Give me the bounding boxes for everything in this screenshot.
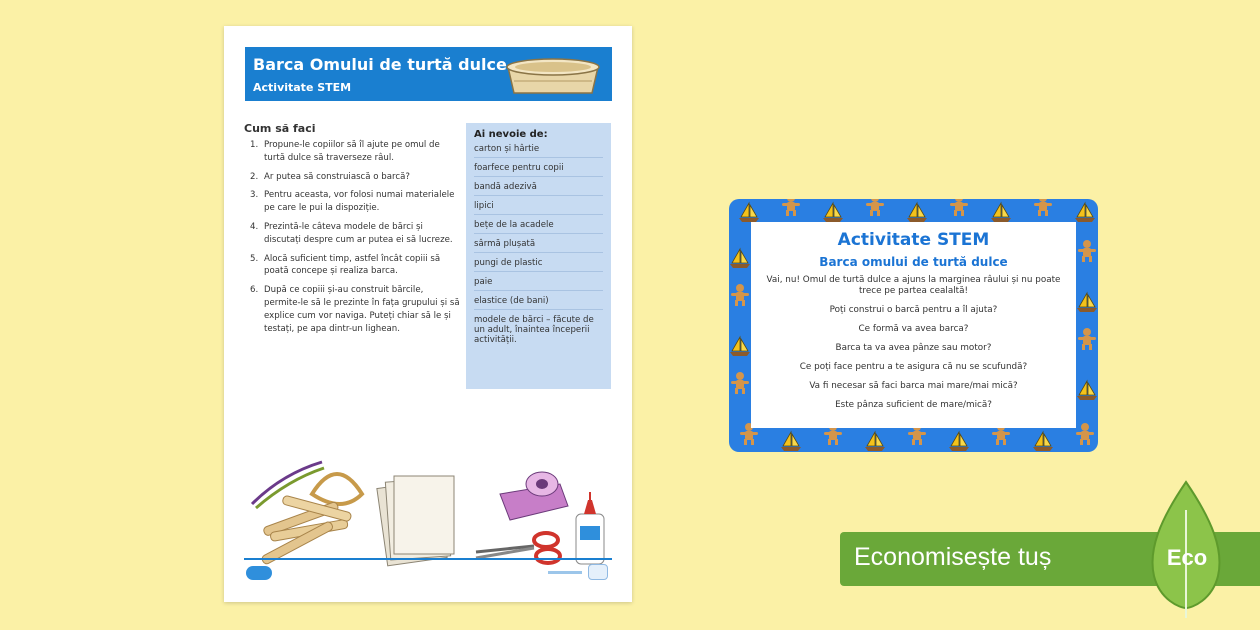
step-text: Prezintă-le câteva modele de bărci și discutați despre cum ar putea ei să lucreze. xyxy=(264,221,453,245)
card-line: Barca ta va avea pânze sau motor? xyxy=(835,343,992,353)
sailboat-icon xyxy=(949,432,969,451)
sailboat-icon xyxy=(739,203,759,222)
sailboat-icon xyxy=(1033,432,1053,451)
materials-list xyxy=(474,142,603,348)
step-item xyxy=(244,171,462,184)
eco-banner-text: Economisește tuș xyxy=(854,543,1052,571)
worksheet-header xyxy=(245,47,612,101)
worksheet-preview xyxy=(224,26,632,602)
gingerbread-icon xyxy=(866,199,884,216)
eco-label: Eco xyxy=(1166,545,1208,570)
material-item: carton și hârtie xyxy=(474,142,603,158)
card-questions xyxy=(751,275,1076,411)
sailboat-icon xyxy=(1077,381,1097,400)
sailboat-icon xyxy=(781,432,801,451)
material-item: pungi de plastic xyxy=(474,256,603,272)
sailboat-icon xyxy=(730,337,750,356)
gingerbread-icon xyxy=(1078,240,1096,262)
step-number: 6. xyxy=(250,285,259,296)
materials-box xyxy=(466,123,611,389)
gingerbread-icon xyxy=(1078,328,1096,350)
step-text: După ce copiii și-au construit bărcile, permite-le să le prezinte în fața grupului și să explice cum vor naviga. Puteți chiar să le și testați, pe apa dintr-un lighean. xyxy=(264,285,460,334)
sailboat-icon xyxy=(1077,293,1097,312)
eco-badge-icon xyxy=(588,564,608,580)
gingerbread-icon xyxy=(731,372,749,394)
step-number: 1. xyxy=(250,140,259,150)
step-item xyxy=(244,221,462,247)
stem-card-preview xyxy=(729,199,1098,452)
gingerbread-icon xyxy=(782,199,800,216)
step-number: 4. xyxy=(250,221,259,232)
gingerbread-icon xyxy=(950,199,968,216)
worksheet-subtitle: Activitate STEM xyxy=(253,81,352,94)
worksheet-title: Barca Omului de turtă dulce xyxy=(253,55,507,74)
step-number: 3. xyxy=(250,190,259,201)
brand-logo-icon xyxy=(246,566,272,580)
material-item: bețe de la acadele xyxy=(474,218,603,234)
steps-list xyxy=(244,139,462,335)
tape-dispenser-icon xyxy=(500,472,568,520)
paper-stack-icon xyxy=(377,476,454,566)
step-text: Pentru aceasta, vor folosi numai materialele pe care le pui la dispoziție. xyxy=(264,190,455,214)
step-number: 5. xyxy=(250,253,259,264)
sailboat-icon xyxy=(991,203,1011,222)
material-item: modele de bărci – făcute de un adult, înaintea începerii activității. xyxy=(474,315,594,345)
card-content xyxy=(751,222,1076,428)
basket-icon xyxy=(502,51,604,97)
card-line: Ce formă va avea barca? xyxy=(858,324,969,334)
step-number: 2. xyxy=(250,171,259,182)
glue-bottle-icon xyxy=(576,492,604,564)
rubber-band-icon xyxy=(312,474,362,504)
step-item xyxy=(244,139,462,165)
sailboat-icon xyxy=(907,203,927,222)
gingerbread-icon xyxy=(1034,199,1052,216)
material-item: foarfece pentru copii xyxy=(474,161,603,177)
footer-divider xyxy=(244,558,612,560)
sailboat-icon xyxy=(1075,203,1095,222)
material-item: paie xyxy=(474,275,603,291)
sailboat-icon xyxy=(865,432,885,451)
card-subtitle: Barca omului de turtă dulce xyxy=(819,255,1008,269)
step-item xyxy=(244,284,462,335)
gingerbread-icon xyxy=(1076,423,1094,445)
sailboat-icon xyxy=(823,203,843,222)
card-line: Este pânza suficient de mare/mică? xyxy=(835,400,992,410)
materials-illustration xyxy=(242,434,614,569)
howto-title: Cum să faci xyxy=(244,122,316,135)
step-text: Propune-le copiilor să îl ajute pe omul de turtă dulce să traverseze râul. xyxy=(264,140,440,163)
card-title: Activitate STEM xyxy=(837,230,990,250)
card-line: Ce poți face pentru a te asigura că nu se scufundă? xyxy=(799,362,1028,372)
material-item: bandă adezivă xyxy=(474,180,603,196)
gingerbread-icon xyxy=(731,284,749,306)
step-text: Ar putea să construiască o barcă? xyxy=(264,171,410,182)
card-line: Vai, nu! Omul de turtă dulce a ajuns la marginea râului și nu poate trece pe partea cealaltă! xyxy=(766,275,1061,296)
materials-title: Ai nevoie de: xyxy=(474,129,548,140)
step-item xyxy=(244,253,462,279)
material-item: sârmă plușată xyxy=(474,237,603,253)
sailboat-icon xyxy=(730,249,750,268)
card-line: Poți construi o barcă pentru a îl ajuta? xyxy=(829,305,998,315)
step-text: Alocă suficient timp, astfel încât copiii să poată concepe și realiza barca. xyxy=(264,253,441,277)
footer-url-mark xyxy=(548,571,582,574)
material-item: elastice (de bani) xyxy=(474,294,603,310)
material-item: lipici xyxy=(474,199,603,215)
card-line: Va fi necesar să faci barca mai mare/mai mică? xyxy=(809,381,1018,391)
howto-section xyxy=(244,122,462,341)
step-item xyxy=(244,189,462,215)
